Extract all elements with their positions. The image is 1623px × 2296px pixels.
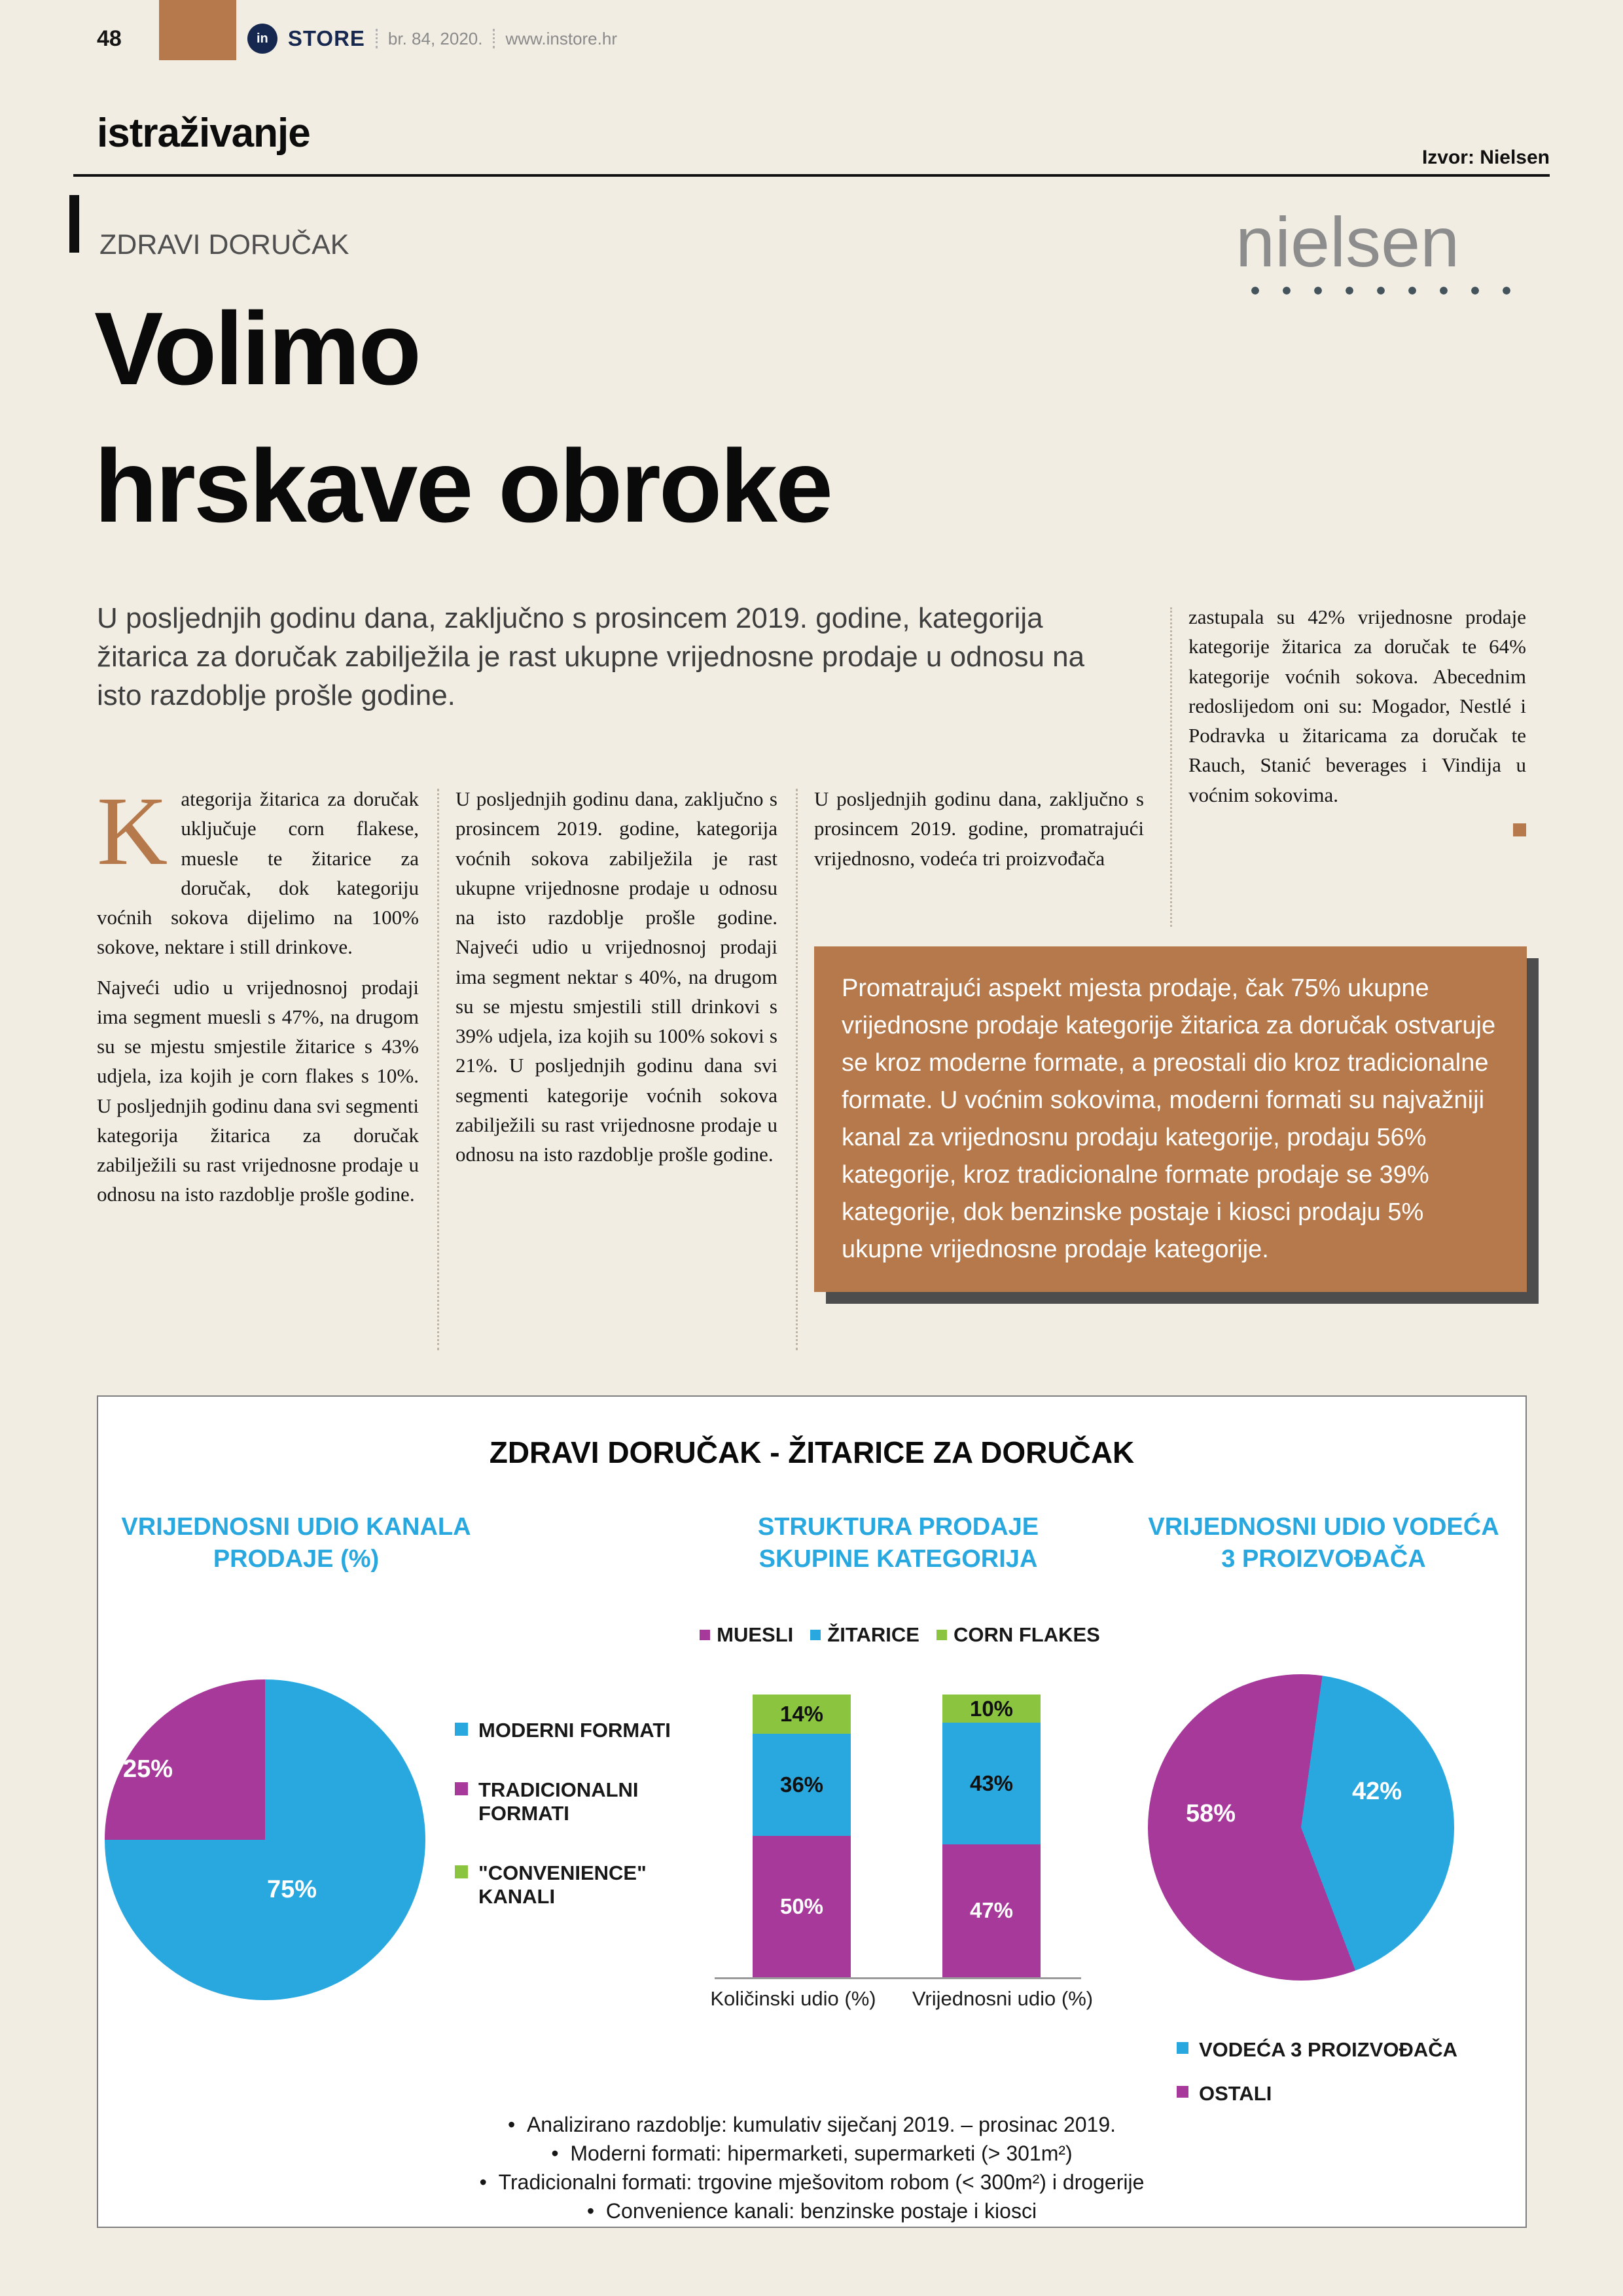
bar-segment xyxy=(753,1695,851,1734)
paragraph: U posljednjih godinu dana, zaključno s prosincem 2019. godine, kategorija voćnih sokova zabilježila je rast ukupne vrijednosne prodaje u odnosu na isto razdoblje prošle godine. Najveći udio u vrijednosnoj prodaji ima segment nektar s 40%, na drugom su se mjestu smjestili still drinkovi s 39% udjela, iza kojih su 100% sokovi s 21%. U posljednjih godinu dana svi segmenti kategorije voćnih sokova zabilježili su rast vrijednosne prodaje u odnosu na isto razdoblje prošle godine. xyxy=(455,787,777,1166)
lead-paragraph: U posljednjih godinu dana, zaključno s prosincem 2019. godine, kategorija žitarica za doručak zabilježila je rast ukupne vrijednosne prodaje u odnosu na isto razdoblje prošle godine. xyxy=(97,602,1085,711)
legend-swatch xyxy=(1177,2042,1188,2054)
legend-swatch xyxy=(1177,2086,1188,2098)
pie-slice-label: 25% xyxy=(123,1755,173,1783)
kicker-bar-divider xyxy=(69,195,79,253)
instore-logo xyxy=(247,24,617,54)
article-kicker: ZDRAVI DORUČAK xyxy=(99,229,349,260)
axis-category-label: Količinski udio (%) xyxy=(710,1987,876,2010)
bar-segment-label: 36% xyxy=(779,1772,824,1797)
legend-item xyxy=(1177,2082,1465,2106)
legend-label: OSTALI xyxy=(1199,2081,1272,2105)
bar-segment-label: 14% xyxy=(779,1702,824,1727)
header-rule-divider xyxy=(73,174,1550,177)
paragraph: Najveći udio u vrijednosnoj prodaji ima segment muesli s 47%, na drugom su se mjestu smjestile žitarice s 43% udjela, iza kojih je corn flakes s 10%. U posljednjih godinu dana svi segmenti kategorija žitarica za doručak zabilježili su rast vrijednosne prodaje u odnosu na isto razdoblje prošle godine. xyxy=(97,975,419,1206)
footnote: • Moderni formati: hipermarketi, supermarketi (> 301m²) xyxy=(98,2139,1525,2168)
legend-label: "CONVENIENCE" KANALI xyxy=(478,1861,647,1909)
headline-line1: Volimo xyxy=(94,291,419,406)
body-column-2 xyxy=(455,784,777,1169)
headline xyxy=(94,280,831,555)
instore-logo-icon: in xyxy=(247,24,277,54)
header-separator xyxy=(376,29,378,48)
paragraph-text: ategorija žitarica za doručak uključuje corn flakese, muesle te žitarice za doručak, dok kategoriju voćnih sokova dijelimo na 100% sokove, nektare i still drinkove. xyxy=(97,787,419,959)
column-divider xyxy=(437,789,439,1350)
legend-swatch xyxy=(936,1630,947,1640)
x-axis-line xyxy=(715,1977,1081,1979)
body-column-4 xyxy=(1188,602,1526,844)
column-divider xyxy=(1170,607,1172,927)
instore-logo-text: STORE xyxy=(287,26,365,50)
legend-swatch xyxy=(455,1723,468,1736)
legend-swatch xyxy=(455,1865,468,1878)
paragraph xyxy=(97,777,419,962)
footnote: • Tradicionalni formati: trgovine mješovitom robom (< 300m²) i drogerije xyxy=(98,2168,1525,2197)
source-label: Izvor: Nielsen xyxy=(1421,147,1550,168)
legend-swatch xyxy=(455,1782,468,1795)
headline-line2: hrskave obroke xyxy=(94,429,832,545)
pie-slice-label: 75% xyxy=(267,1876,317,1903)
bar-segment xyxy=(942,1844,1041,1977)
page-header xyxy=(97,24,617,54)
legend-item xyxy=(1177,2038,1465,2062)
highlight-box: Promatrajući aspekt mjesta prodaje, čak 75% ukupne vrijednosne prodaje kategorije žitarica za doručak ostvaruje se kroz moderne formate, a preostali dio kroz tradicionalne formate. U voćnim sokovima, moderni formati su najvažniji kanal za vrijednosnu prodaju kategorije, prodaju 56% kategorije, kroz tradicionalne formate prodaje se 39% kategorije, dok benzinske postaje i kiosci prodaju 5% ukupne vrijednosne prodaje kategorije. xyxy=(814,946,1527,1292)
legend-label: MODERNI FORMATI xyxy=(478,1719,671,1742)
bar-segment xyxy=(753,1836,851,1977)
body-column-1 xyxy=(97,777,419,1210)
axis-category-label: Vrijednosni udio (%) xyxy=(912,1987,1094,2010)
legend-item xyxy=(455,1778,677,1826)
chart-title-structure: STRUKTURA PRODAJE SKUPINE KATEGORIJA xyxy=(757,1513,1039,1573)
pie-slice-label: 58% xyxy=(1186,1800,1236,1827)
stacked-bar xyxy=(753,1695,851,1977)
pie-slice-label: 42% xyxy=(1352,1778,1402,1805)
bar-segment xyxy=(942,1723,1041,1844)
paragraph: U posljednjih godinu dana, zaključno s prosincem 2019. godine, promatrajući vrijednosno, vodeća tri proizvođača xyxy=(814,787,1144,870)
legend-item xyxy=(455,1719,677,1743)
nielsen-dots-icon xyxy=(1240,287,1522,295)
x-axis-labels xyxy=(695,1987,1101,2011)
chart-panel-title: ZDRAVI DORUČAK - ŽITARICE ZA DORUČAK xyxy=(489,1435,1135,1469)
chart-footnotes xyxy=(98,2110,1525,2225)
nielsen-logo xyxy=(1236,202,1550,295)
end-mark-icon xyxy=(1513,823,1526,836)
nielsen-logo-text: nielsen xyxy=(1236,202,1460,281)
legend-label: VODEĆA 3 PROIZVOĐAČA xyxy=(1199,2038,1458,2061)
footnote: • Convenience kanali: benzinske postaje i kiosci xyxy=(98,2197,1525,2225)
end-mark-row xyxy=(1188,815,1526,844)
chart-title-producers: VRIJEDNOSNI UDIO VODEĆA 3 PROIZVOĐAČA xyxy=(1148,1513,1499,1573)
bar-segment-label: 50% xyxy=(779,1894,824,1918)
stacked-bar-chart xyxy=(753,1695,1041,1977)
section-title: istraživanje xyxy=(97,111,310,156)
legend-label: ŽITARICE xyxy=(827,1623,919,1646)
page-number: 48 xyxy=(97,26,122,51)
legend-producers xyxy=(1177,2038,1465,2106)
legend-label: MUESLI xyxy=(717,1623,794,1646)
legend-swatch xyxy=(810,1630,821,1640)
bar-segment xyxy=(753,1734,851,1836)
header-separator xyxy=(493,29,495,48)
website-url: www.instore.hr xyxy=(505,28,617,48)
bar-segment-label: 10% xyxy=(969,1696,1014,1721)
legend-label: TRADICIONALNI FORMATI xyxy=(478,1778,639,1825)
legend-label: CORN FLAKES xyxy=(953,1623,1100,1646)
drop-cap: K xyxy=(97,777,168,886)
legend-structure xyxy=(648,1623,1152,1647)
chart-panel xyxy=(97,1395,1527,2228)
legend-item xyxy=(455,1861,677,1909)
bar-segment xyxy=(942,1695,1041,1723)
paragraph: zastupala su 42% vrijednosne prodaje kategorije žitarica za doručak te 64% kategorije voćnih sokova. Abecednim redoslijedom oni su: Mogador, Nestlé i Podravka u žitaricama za doručak te Rauch, Stanić beverages i Vindija u voćnim sokovima. xyxy=(1188,605,1526,806)
body-column-3 xyxy=(814,784,1144,873)
bar-segment-label: 43% xyxy=(969,1771,1014,1796)
issue-number: br. 84, 2020. xyxy=(387,28,483,48)
legend-item xyxy=(810,1623,919,1647)
legend-item xyxy=(936,1623,1100,1647)
legend-channels xyxy=(455,1719,677,1909)
legend-swatch xyxy=(700,1630,710,1640)
stacked-bar xyxy=(942,1695,1041,1977)
column-divider xyxy=(796,789,798,1350)
pie-proizvodaca xyxy=(1148,1674,1454,1981)
pie-kanala xyxy=(105,1679,425,2000)
bar-segment-label: 47% xyxy=(969,1898,1014,1923)
legend-item xyxy=(700,1623,793,1647)
chart-title-channels: VRIJEDNOSNI UDIO KANALA PRODAJE (%) xyxy=(121,1513,471,1573)
footnote: • Analizirano razdoblje: kumulativ siječanj 2019. – prosinac 2019. xyxy=(98,2110,1525,2139)
